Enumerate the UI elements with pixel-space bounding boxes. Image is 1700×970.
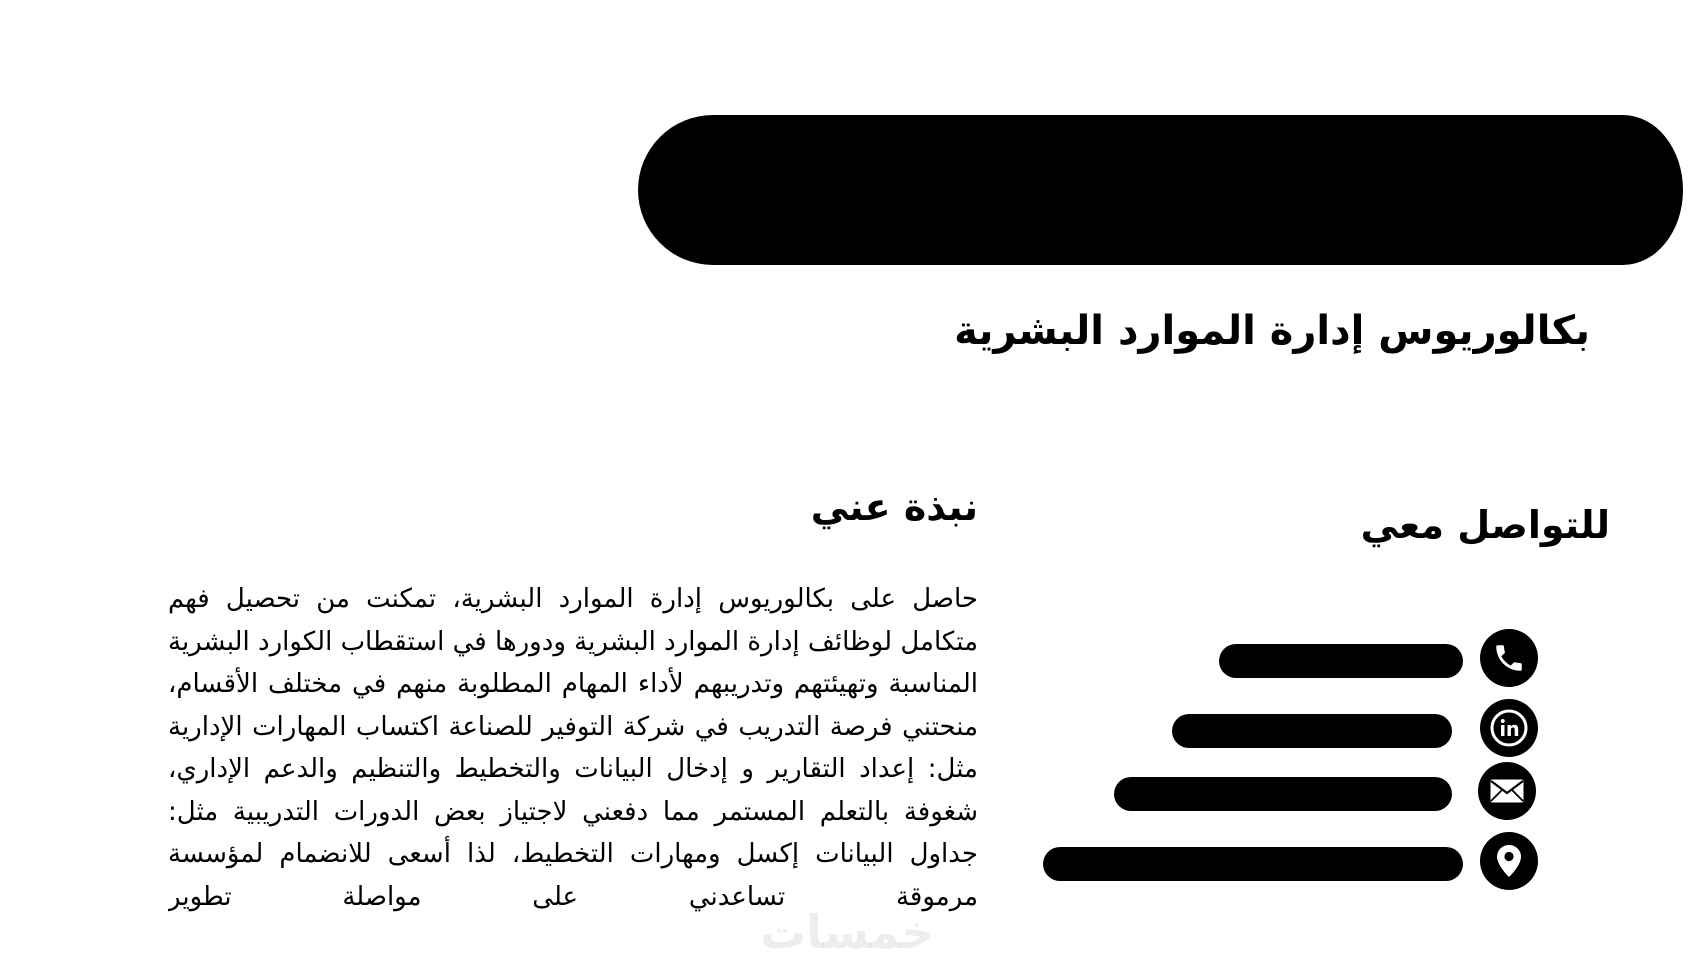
phone-icon bbox=[1480, 629, 1538, 687]
contact-heading: للتواصل معي bbox=[1360, 503, 1610, 547]
contact-item-linkedin bbox=[1040, 699, 1540, 759]
linkedin-icon bbox=[1480, 699, 1538, 757]
email-icon bbox=[1478, 762, 1536, 820]
contact-item-email bbox=[1040, 762, 1540, 822]
about-paragraph: حاصل على بكالوريوس إدارة الموارد البشرية، تمكنت من تحصيل فهم متكامل لوظائف إدارة الموارد البشرية ودورها في استقطاب الكوارد البشرية المناسبة وتهيئتهم وتدريبهم لأداء المهام المطلوبة منهم في مختلف الأقسام، منحتني فرصة التدريب في شركة التوفير للصناعة اكتساب المهارات الإدارية مثل: إعداد التقارير و إدخال البيانات والتخطيط والتنظيم والدعم الإداري، شغوفة بالتعلم المستمر مما دفعني لاجتياز بعض الدورات التدريبية مثل: جداول البيانات إكسل ومهارات التخطيط، لذا أسعى للانضمام لمؤسسة مرموقة تساعدني على مواصلة تطوير bbox=[168, 584, 978, 912]
location-icon bbox=[1480, 832, 1538, 890]
email-redaction-bar bbox=[1114, 777, 1452, 811]
contact-item-location bbox=[1040, 832, 1540, 892]
phone-redaction-bar bbox=[1219, 644, 1463, 678]
degree-title: بكالوريوس إدارة الموارد البشرية bbox=[954, 308, 1590, 354]
about-heading: نبذة عني bbox=[810, 485, 978, 529]
linkedin-redaction-bar bbox=[1172, 714, 1452, 748]
watermark-logo: خمسات bbox=[760, 905, 935, 959]
contact-item-phone bbox=[1040, 629, 1540, 689]
name-redaction-bar bbox=[638, 115, 1683, 265]
location-redaction-bar bbox=[1043, 847, 1463, 881]
